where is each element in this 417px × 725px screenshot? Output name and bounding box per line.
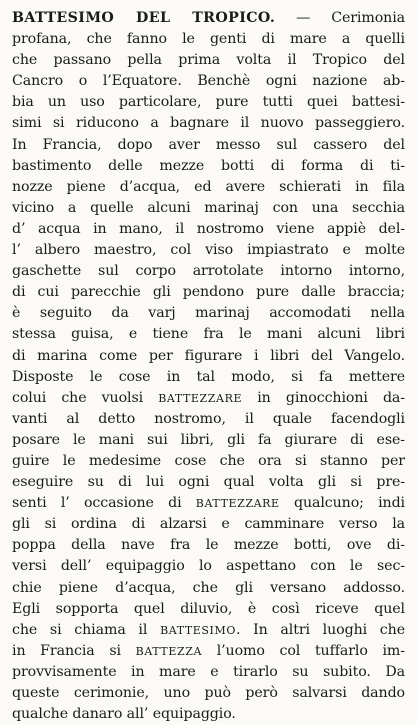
entry-line-11 bbox=[12, 219, 405, 240]
small-caps-term: BATTEZZA bbox=[135, 644, 203, 658]
entry-line-33 bbox=[12, 683, 405, 704]
dictionary-entry bbox=[12, 8, 405, 725]
line-text: colui che vuolsi bbox=[12, 389, 159, 406]
small-caps-term: BATTEZZARE bbox=[158, 391, 243, 405]
line-text: che passano pella prima volta il Tropico del bbox=[12, 52, 405, 69]
entry-line-23 bbox=[12, 472, 405, 493]
line-text: è seguito da varj marinaj accomodati nella bbox=[12, 305, 405, 322]
line-text: nozze piene d’acqua, ed avere schierati in fila bbox=[12, 178, 405, 195]
entry-line-1 bbox=[12, 8, 405, 29]
line-text: bastimento delle mezze botti di forma di ti- bbox=[12, 157, 405, 174]
entry-line-34 bbox=[12, 704, 405, 725]
entry-line-24 bbox=[12, 493, 405, 514]
line-text: Cancro o l’Equatore. Benchè ogni nazione ab- bbox=[12, 73, 405, 90]
entry-line-21 bbox=[12, 430, 405, 451]
line-text: Cerimonia bbox=[331, 10, 405, 26]
line-text: poppa della nave fra le mezze botti, ove di- bbox=[12, 537, 405, 554]
line-text: profana, che fanno le genti di mare a quelli bbox=[12, 31, 405, 48]
entry-line-17 bbox=[12, 346, 405, 367]
entry-line-27 bbox=[12, 556, 405, 577]
line-text: in ginocchioni da- bbox=[242, 389, 405, 406]
entry-line-16 bbox=[12, 324, 405, 345]
entry-line-6 bbox=[12, 113, 405, 134]
line-text: bia un uso particolare, pure tutti quei battesi- bbox=[12, 94, 405, 111]
small-caps-term: BATTESIMO bbox=[160, 623, 236, 637]
line-text: simi si riducono a bagnare il nuovo passeggiero. bbox=[12, 115, 405, 132]
entry-line-31 bbox=[12, 641, 405, 662]
line-text: posare le mani sui libri, gli fa giurare di ese- bbox=[12, 431, 405, 448]
line-text: di cui parecchie gli pendono pure dalle braccia; bbox=[12, 284, 405, 301]
entry-line-10 bbox=[12, 198, 405, 219]
line-text: stessa guisa, e tiene fra le mani alcuni libri bbox=[12, 326, 405, 343]
entry-line-5 bbox=[12, 92, 405, 113]
line-text: gaschette sul corpo arrotolate intorno intorno, bbox=[12, 263, 405, 280]
line-text: . In altri luoghi che bbox=[235, 621, 405, 638]
entry-headword: BATTESIMO DEL TROPICO. bbox=[12, 10, 276, 26]
line-text: gli si ordina di alzarsi e camminare verso la bbox=[12, 516, 405, 533]
small-caps-term: BATTEZZARE bbox=[195, 497, 280, 511]
entry-line-3 bbox=[12, 50, 405, 71]
entry-line-30 bbox=[12, 620, 405, 641]
entry-line-29 bbox=[12, 599, 405, 620]
line-text: vicino a quelle alcuni marinaj con una secchia bbox=[12, 199, 405, 216]
line-text: eseguire su di lui ogni qual volta gli si pre- bbox=[12, 474, 405, 491]
line-text: qualche danaro all’ equipaggio. bbox=[12, 706, 236, 723]
entry-line-25 bbox=[12, 514, 405, 535]
entry-line-28 bbox=[12, 578, 405, 599]
line-text: in Francia si bbox=[12, 642, 136, 659]
line-text: vanti al detto nostromo, il quale facendogli bbox=[12, 410, 405, 427]
line-text: che si chiama il bbox=[12, 621, 161, 638]
line-text: d’ acqua in mano, il nostromo viene appiè del- bbox=[12, 220, 405, 237]
line-text: senti l’ occasione di bbox=[12, 495, 196, 512]
entry-line-18 bbox=[12, 367, 405, 388]
entry-dash: — bbox=[275, 10, 332, 26]
line-text: Egli sopporta quel diluvio, è così riceve quel bbox=[12, 600, 405, 617]
line-text: queste cerimonie, uno può però salvarsi dando bbox=[12, 685, 405, 701]
line-text: versi dell’ equipaggio lo aspettano con le sec- bbox=[12, 558, 405, 575]
entry-line-13 bbox=[12, 261, 405, 282]
entry-line-32 bbox=[12, 662, 405, 683]
line-text: l’ albero maestro, col viso impiastrato e molte bbox=[12, 242, 405, 259]
entry-line-20 bbox=[12, 409, 405, 430]
line-text: In Francia, dopo aver messo sul cassero del bbox=[12, 136, 405, 153]
entry-line-26 bbox=[12, 535, 405, 556]
line-text: chie piene d’acqua, che gli versano addosso. bbox=[12, 579, 405, 596]
line-text: l’uomo col tuffarlo im- bbox=[202, 642, 405, 659]
entry-line-9 bbox=[12, 177, 405, 198]
line-text: qualcuno; indi bbox=[279, 495, 405, 512]
entry-line-14 bbox=[12, 282, 405, 303]
line-text: Disposte le cose in tal modo, si fa mettere bbox=[12, 368, 405, 385]
entry-line-2 bbox=[12, 29, 405, 50]
line-text: provvisamente in mare e tirarlo su subito. Da bbox=[12, 663, 405, 680]
line-text: guire le medesime cose che ora si stanno per bbox=[12, 452, 405, 469]
entry-line-12 bbox=[12, 240, 405, 261]
entry-line-7 bbox=[12, 135, 405, 156]
entry-line-4 bbox=[12, 71, 405, 92]
line-text: di marina come per figurare i libri del Vangelo. bbox=[12, 347, 405, 364]
entry-line-8 bbox=[12, 156, 405, 177]
entry-line-22 bbox=[12, 451, 405, 472]
entry-line-15 bbox=[12, 303, 405, 324]
entry-line-19 bbox=[12, 388, 405, 409]
